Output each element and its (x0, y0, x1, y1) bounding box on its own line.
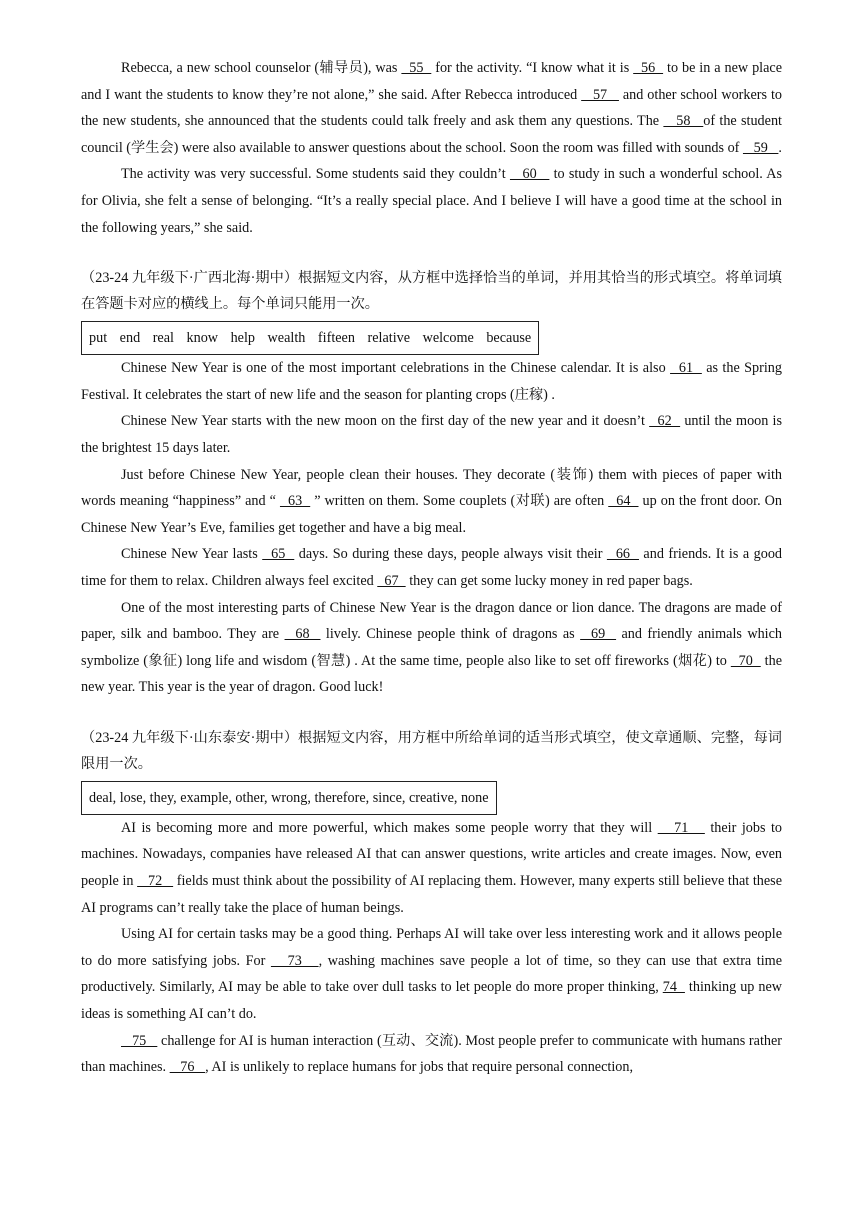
paragraph (81, 1028, 782, 1081)
text: , AI is unlikely to replace humans for jobs that require personal connection, (205, 1059, 633, 1076)
paragraph (81, 462, 782, 542)
paragraph (81, 161, 782, 241)
blank-60[interactable]: 60 (509, 166, 550, 183)
paragraph (81, 541, 782, 594)
text: Chinese New Year starts with the new moon on the first day of the new year and it doesn’t (121, 413, 650, 430)
blank-74[interactable]: 74 (662, 979, 685, 996)
paragraph (81, 55, 782, 161)
text: for the activity. “I know what it is (431, 60, 634, 76)
paragraph (81, 921, 782, 1027)
text: as the Spring Festival. It celebrates the start of new life and the season for planting crops (庄稼) . (81, 360, 782, 403)
paragraph (81, 408, 782, 461)
blank-62[interactable]: 62 (649, 413, 681, 430)
text: their jobs to machines. Nowadays, companies have released AI that can answer questions, write articles and create images. Now, even people in (81, 819, 783, 890)
word-box: deal, lose, they, example, other, wrong, therefore, since, creative, none (81, 781, 497, 815)
blank-59[interactable]: 59 (742, 139, 779, 156)
text: fields must think about the possibility of AI replacing them. However, many experts still believe that these AI programs can’t really take the place of human beings. (81, 873, 782, 916)
blank-72[interactable]: 72 (137, 873, 174, 890)
blank-58[interactable]: 58 (663, 113, 704, 130)
paragraph (81, 815, 782, 921)
word-box: put end real know help wealth fifteen relative welcome because (81, 321, 539, 355)
text: lively. Chinese people think of dragons as (320, 626, 581, 643)
text: to be in a new place and I want the students to know they’re not alone,” she said. After Rebecca introduced (81, 60, 782, 103)
blank-65[interactable]: 65 (262, 546, 295, 563)
blank-67[interactable]: 67 (377, 572, 406, 589)
text: the new year. This year is the year of dragon. Good luck! (81, 652, 782, 696)
text: until the moon is the brightest 15 days later. (81, 413, 783, 456)
text: ” written on them. Some couplets (对联) are often (310, 493, 609, 510)
text: Chinese New Year lasts (121, 546, 263, 563)
text: Using AI for certain tasks may be a good thing. Perhaps AI will take over less interesting work and it allows people to do more satisfying jobs. For (81, 926, 782, 969)
text: AI is becoming more and more powerful, which makes some people worry that they will (121, 819, 658, 836)
text: Just before Chinese New Year, people clean their houses. They decorate (装饰) them with pieces of paper with words meaning “happiness” and “ (81, 466, 782, 510)
paragraph (81, 355, 782, 408)
blank-75[interactable]: 75 (121, 1032, 158, 1049)
text: thinking up new ideas is something AI can’t do. (81, 979, 783, 1023)
blank-71[interactable]: 71 (657, 819, 705, 836)
blank-55[interactable]: 55 (401, 60, 432, 76)
blank-76[interactable]: 76 (169, 1059, 206, 1076)
text: and other school workers to the new students, she announced that the students could talk freely and ask them any questions. The (81, 86, 782, 130)
text: Chinese New Year is one of the most important celebrations in the Chinese calendar. It is also (121, 360, 671, 377)
text: One of the most interesting parts of Chinese New Year is the dragon dance or lion dance. The dragons are made of paper, silk and bamboo. They are (81, 599, 782, 643)
text: they can get some lucky money in red paper bags. (405, 572, 693, 589)
blank-70[interactable]: 70 (730, 652, 761, 669)
text: days. So during these days, people always visit their (294, 546, 607, 563)
text: Rebecca, a new school counselor (辅导员), was (121, 60, 402, 76)
blank-57[interactable]: 57 (581, 86, 619, 103)
blank-68[interactable]: 68 (284, 626, 321, 643)
exercise-header: （23-24 九年级下·山东泰安·期中）根据短文内容，用方框中所给单词的适当形式填空，使文章通顺、完整，每词限用一次。 (81, 729, 782, 772)
text: and friendly animals which symbolize (象征) long life and wisdom (智慧) . At the same time, people also like to set off fireworks (烟花) to (81, 626, 783, 669)
blank-73[interactable]: 73 (270, 952, 319, 969)
exercise-header: （23-24 九年级下·广西北海·期中）根据短文内容，从方框中选择恰当的单词，并用其恰当的形式填空。将单词填在答题卡对应的横线上。每个单词只能用一次。 (81, 270, 782, 313)
document-page (81, 55, 782, 1081)
text: , washing machines save people a lot of time, so they can use that extra time productively. Similarly, AI may be able to take over dull tasks to let people do more proper thinking, (81, 952, 783, 996)
blank-61[interactable]: 61 (670, 360, 702, 377)
text: to study in such a wonderful school. As for Olivia, she felt a sense of belonging. “It’s a really special place. And I believe I will have a good time at the school in the following years,” she said. (81, 166, 783, 236)
text: The activity was very successful. Some students said they couldn’t (121, 166, 510, 183)
blank-69[interactable]: 69 (580, 626, 617, 643)
text: of the student council (学生会) were also available to answer questions about the school. Soon the room was filled with sounds of (81, 113, 782, 156)
blank-63[interactable]: 63 (279, 493, 311, 510)
paragraph (81, 595, 782, 701)
blank-64[interactable]: 64 (608, 493, 639, 510)
text: challenge for AI is human interaction (互动、交流). Most people prefer to communicate with humans rather than machines. (81, 1032, 783, 1076)
text: and friends. It is a good time for them to relax. Children always feel excited (81, 546, 783, 589)
text: up on the front door. On Chinese New Year’s Eve, families get together and have a big meal. (81, 493, 782, 536)
blank-66[interactable]: 66 (606, 546, 639, 563)
text: . (778, 139, 782, 156)
blank-56[interactable]: 56 (633, 60, 664, 76)
